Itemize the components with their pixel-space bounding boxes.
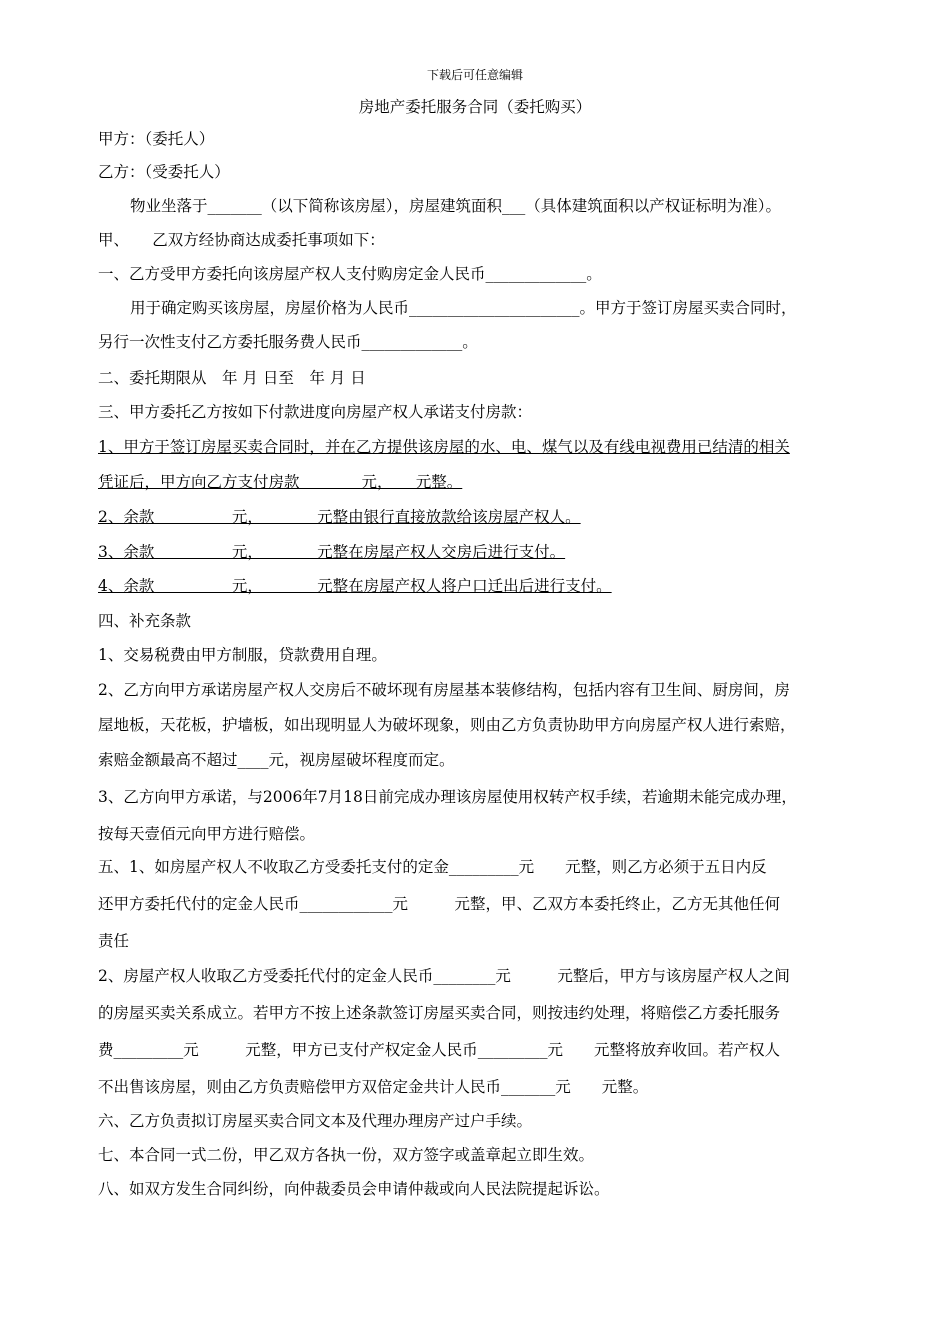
payment-item-1-cont: 凭证后，甲方向乙方支付房款 元， 元整。 <box>98 473 463 491</box>
party-a-line: 甲方：（委托人） <box>98 130 215 148</box>
supplement-2-cont: 屋地板，天花板，护墙板，如出现明显人为破坏现象，则由乙方负责协助甲方向房屋产权人进行索赔， <box>98 716 796 734</box>
clause-5-2-cont: 的房屋买卖关系成立。若甲方不按上述条款签订房屋买卖合同，则按违约处理，将赔偿乙方委托服务 <box>98 1004 781 1022</box>
payment-item-1: 1、甲方于签订房屋买卖合同时，并在乙方提供该房屋的水、电、煤气以及有线电视费用已结清的相关 <box>98 438 790 456</box>
clause-4: 四、补充条款 <box>98 612 192 630</box>
property-line: 物业坐落于_______（以下简称该房屋），房屋建筑面积___（具体建筑面积以产权证标明为准）。 <box>130 197 782 215</box>
clause-7: 七、本合同一式二份，甲乙双方各执一份，双方签字或盖章起立即生效。 <box>98 1146 595 1164</box>
clause-6: 六、乙方负责拟订房屋买卖合同文本及代理办理房产过户手续。 <box>98 1112 533 1130</box>
payment-item-4: 4、余款 元， 元整在房屋产权人将户口迁出后进行支付。 <box>98 577 612 595</box>
supplement-1: 1、交易税费由甲方制服，贷款费用自理。 <box>98 646 387 664</box>
clause-1-cont: 用于确定购买该房屋，房屋价格为人民币______________________。甲方于签订房屋买卖合同时， <box>130 299 797 317</box>
supplement-3-cont: 按每天壹佰元向甲方进行赔偿。 <box>98 825 316 843</box>
clause-5-1: 五、1、如房屋产权人不收取乙方受委托支付的定金_________元 元整，则乙方必须于五日内反 <box>98 858 767 876</box>
party-b-line: 乙方：（受委托人） <box>98 163 230 181</box>
clause-1: 一、乙方受甲方委托向该房屋产权人支付购房定金人民币_____________。 <box>98 265 602 283</box>
payment-item-3: 3、余款 元， 元整在房屋产权人交房后进行支付。 <box>98 543 566 561</box>
supplement-3: 3、乙方向甲方承诺，与2006年7月18日前完成办理该房屋使用权转产权手续，若逾期未能完成办理， <box>98 788 797 806</box>
clause-2: 二、委托期限从 年 月 日至 年 月 日 <box>98 369 366 387</box>
agreement-intro: 甲、 乙双方经协商达成委托事项如下： <box>98 231 385 249</box>
clause-5-1-cont: 责任 <box>98 932 130 950</box>
contract-title: 房地产委托服务合同（委托购买） <box>358 98 592 116</box>
clause-1-cont: 另行一次性支付乙方委托服务费人民币_____________。 <box>98 333 478 351</box>
clause-5-2-cont: 不出售该房屋，则由乙方负责赔偿甲方双倍定金共计人民币_______元 元整。 <box>98 1078 649 1096</box>
supplement-2: 2、乙方向甲方承诺房屋产权人交房后不破坏现有房屋基本装修结构，包括内容有卫生间、厨房间，房 <box>98 681 790 699</box>
header-note: 下载后可任意编辑 <box>426 68 523 82</box>
payment-item-2: 2、余款 元， 元整由银行直接放款给该房屋产权人。 <box>98 508 581 526</box>
clause-3: 三、甲方委托乙方按如下付款进度向房屋产权人承诺支付房款： <box>98 403 533 421</box>
supplement-2-cont: 索赔金额最高不超过____元，视房屋破坏程度而定。 <box>98 751 455 769</box>
clause-8: 八、如双方发生合同纠纷，向仲裁委员会申请仲裁或向人民法院提起诉讼。 <box>98 1180 610 1198</box>
clause-5-2: 2、房屋产权人收取乙方受委托代付的定金人民币________元 元整后，甲方与该房屋产权人之间 <box>98 967 790 985</box>
clause-5-2-cont: 费_________元 元整，甲方已支付产权定金人民币_________元 元整将放弃收回。若产权人 <box>98 1041 781 1059</box>
clause-5-1-cont: 还甲方委托代付的定金人民币____________元 元整，甲、乙双方本委托终止，乙方无其他任何 <box>98 895 781 913</box>
